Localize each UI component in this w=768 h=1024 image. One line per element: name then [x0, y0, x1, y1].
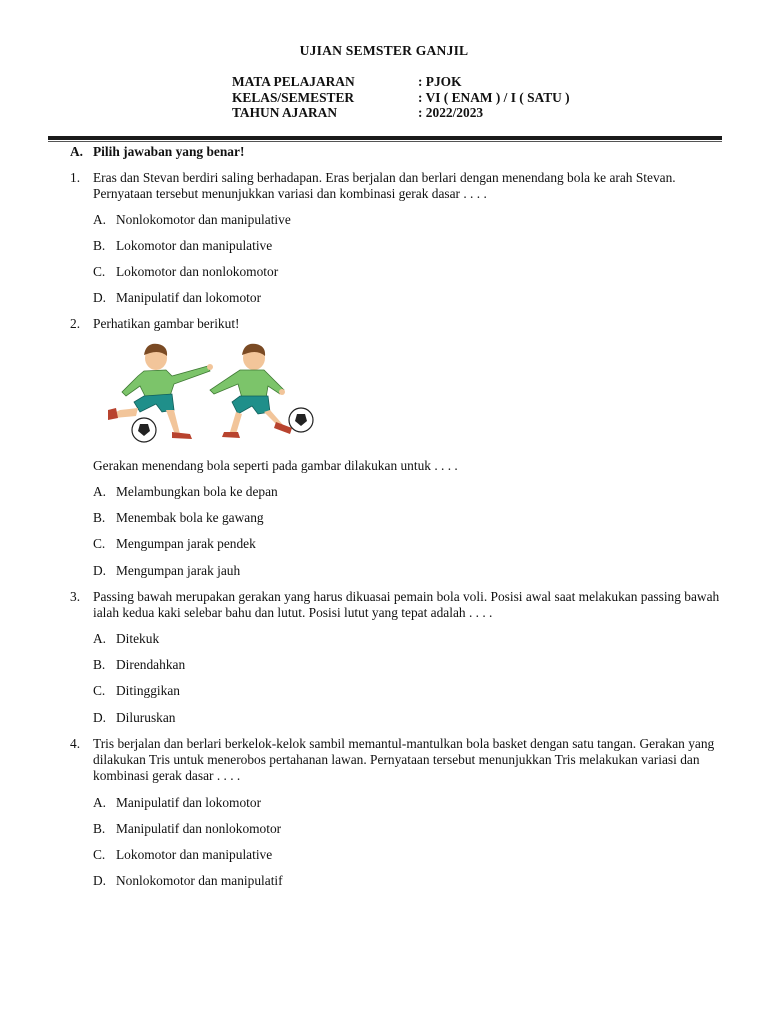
option-text: Lokomotor dan manipulative	[116, 847, 273, 862]
option-text: Manipulatif dan nonlokomotor	[116, 821, 282, 836]
option-letter: A.	[93, 212, 107, 227]
option-letter: D.	[93, 873, 107, 888]
option-text: Nonlokomotor dan manipulative	[116, 212, 291, 227]
question-number: 1.	[70, 170, 81, 185]
option-letter: B.	[93, 657, 106, 672]
option-letter: D.	[93, 290, 107, 305]
question-number: 2.	[70, 316, 81, 331]
option-text: Melambungkan bola ke depan	[116, 484, 278, 499]
question-number: 4.	[70, 736, 81, 751]
meta-value: : PJOK	[418, 74, 462, 89]
option-text: Nonlokomotor dan manipulatif	[116, 873, 283, 888]
kicking-ball-illustration-icon	[100, 340, 320, 448]
option-letter: C.	[93, 847, 106, 862]
question-text: Passing bawah merupakan gerakan yang harus dikuasai pemain bola voli. Posisi awal saat melakukan passing bawah ialah kedua kaki selebar bahu dan lutut. Posisi lutut yang tepat adalah . . . .	[93, 589, 720, 621]
section-letter: A.	[70, 144, 84, 159]
option-letter: A.	[93, 631, 107, 646]
option-text: Menembak bola ke gawang	[116, 510, 264, 525]
option-letter: A.	[93, 795, 107, 810]
option-letter: C.	[93, 264, 106, 279]
header-divider-thin	[48, 141, 722, 142]
question-number: 3.	[70, 589, 81, 604]
option-letter: C.	[93, 683, 106, 698]
option-letter: B.	[93, 510, 106, 525]
option-letter: D.	[93, 563, 107, 578]
question-text: Eras dan Stevan berdiri saling berhadapan. Eras berjalan dan berlari dengan menendang bola ke arah Stevan. Pernyataan tersebut menunjukkan variasi dan kombinasi gerak dasar . . . .	[93, 170, 676, 202]
meta-value: : 2022/2023	[418, 105, 484, 120]
exam-title: UJIAN SEMSTER GANJIL	[299, 43, 469, 58]
option-text: Diluruskan	[116, 710, 176, 725]
meta-label: MATA PELAJARAN	[232, 74, 355, 89]
boy-figure-right	[210, 344, 292, 438]
option-text: Ditekuk	[116, 631, 160, 646]
question-text: Perhatikan gambar berikut!	[93, 316, 240, 331]
option-letter: C.	[93, 536, 106, 551]
meta-label: KELAS/SEMESTER	[232, 90, 355, 105]
boy-figure-left	[108, 344, 213, 439]
option-text: Lokomotor dan manipulative	[116, 238, 273, 253]
meta-label: TAHUN AJARAN	[232, 105, 338, 120]
section-instruction: Pilih jawaban yang benar!	[93, 144, 245, 159]
question-followup: Gerakan menendang bola seperti pada gambar dilakukan untuk . . . .	[93, 458, 458, 473]
meta-value: : VI ( ENAM ) / I ( SATU )	[418, 90, 570, 105]
option-text: Manipulatif dan lokomotor	[116, 290, 262, 305]
option-letter: D.	[93, 710, 107, 725]
option-text: Direndahkan	[116, 657, 186, 672]
option-letter: A.	[93, 484, 107, 499]
option-text: Ditinggikan	[116, 683, 180, 698]
question-text: Tris berjalan dan berlari berkelok-kelok sambil memantul-mantulkan bola basket dengan satu tangan. Gerakan yang dilakukan Tris untuk menerobos pertahanan lawan. Pernyataan tersebut menunjukkan Tris melakukan variasi dan kombinasi gerak dasar . . . .	[93, 736, 715, 784]
option-text: Manipulatif dan lokomotor	[116, 795, 262, 810]
option-letter: B.	[93, 821, 106, 836]
option-letter: B.	[93, 238, 106, 253]
option-text: Mengumpan jarak jauh	[116, 563, 241, 578]
header-divider-thick	[48, 136, 722, 140]
option-text: Mengumpan jarak pendek	[116, 536, 256, 551]
option-text: Lokomotor dan nonlokomotor	[116, 264, 279, 279]
